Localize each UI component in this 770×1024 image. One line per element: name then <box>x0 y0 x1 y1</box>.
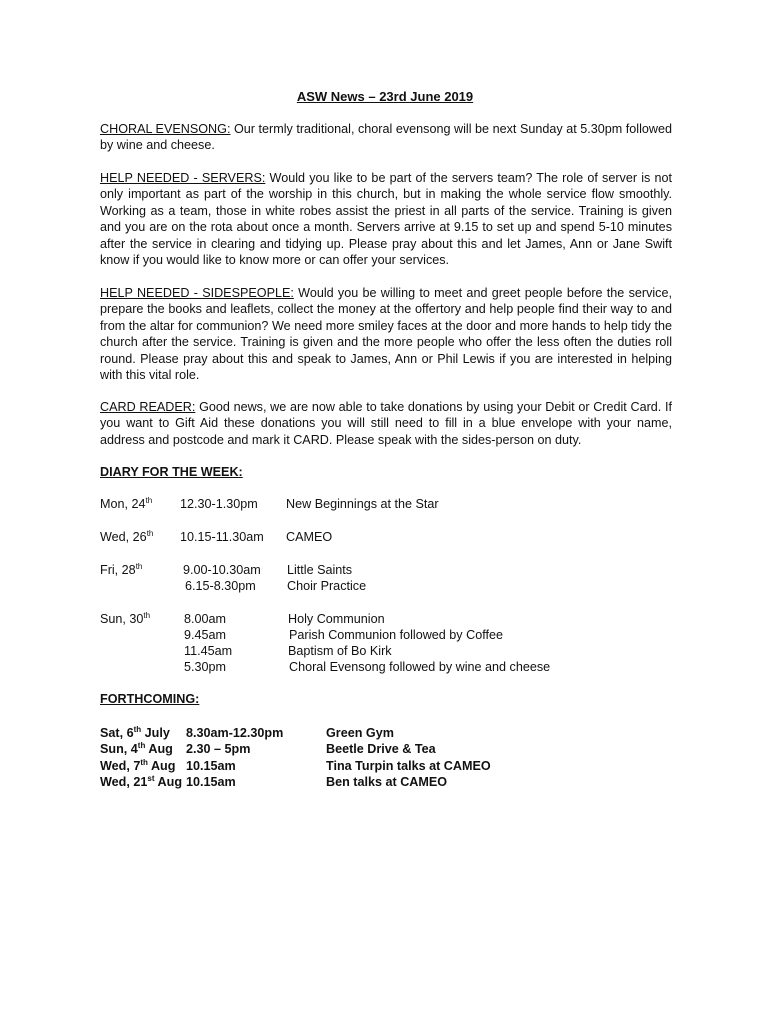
diary-event: Holy Communion <box>288 612 385 626</box>
diary-time: 6.15-8.30pm <box>185 579 256 593</box>
forthcoming-event: Green Gym <box>326 726 394 740</box>
diary-event: CAMEO <box>286 530 333 544</box>
section-heading: HELP NEEDED - SIDESPEOPLE: <box>100 286 294 300</box>
diary-time: 9.00-10.30am <box>183 563 261 577</box>
diary-time: 11.45am <box>184 644 233 658</box>
diary-time: 5.30pm <box>184 660 227 674</box>
forthcoming-date: Sat, 6th July <box>100 724 170 740</box>
section-heading: HELP NEEDED - SERVERS: <box>100 171 266 185</box>
diary-event: Little Saints <box>287 563 353 577</box>
forthcoming-date: Wed, 21st Aug <box>100 773 183 789</box>
diary-time: 9.45am <box>184 628 227 642</box>
diary-event: Parish Communion followed by Coffee <box>289 628 503 642</box>
forthcoming-time: 10.15am <box>186 759 236 773</box>
page-title: ASW News – 23rd June 2019 <box>296 89 474 104</box>
diary-time: 12.30-1.30pm <box>180 497 258 511</box>
section-body: Good news, we are now able to take donations by using your Debit or Credit Card. If you want to Gift Aid these donations you will still need to fill in a blue envelope with your name, address and postcode and mark it CARD. Please speak with the sides-person on duty. <box>100 400 673 447</box>
forthcoming-event: Ben talks at CAMEO <box>326 775 448 789</box>
section-choral-evensong <box>100 121 672 154</box>
section-body: Would you be willing to meet and greet people before the service, prepare the books and leaflets, collect the money at the offertory and help people find their way to and from the altar for communion? We need more smiley faces at the door and more hands to help tidy the church after the service. Training is given and the more people who offer the less often the duties roll round. Please pray about this and speak to James, Ann or Phil Lewis if you are interested in helping with this vital role. <box>100 286 672 383</box>
diary-event: New Beginnings at the Star <box>286 497 439 511</box>
section-sidespeople <box>100 285 672 383</box>
section-heading: CARD READER: <box>100 400 196 414</box>
section-body: Would you like to be part of the servers team? The role of server is not only important as part of the worship in this church, but in making the whole service flow smoothly. Working as a team, those in white robes assist the priest in all parts of the service. Training is given and you are on the rota about once a month. Servers arrive at 9.15 to set up and spend 5-10 minutes after the service in clearing and tidying up. Please pray about this and let James, Ann or Jane Swift know if you would like to know more or can offer your services. <box>100 171 672 268</box>
forthcoming-date: Wed, 7th Aug <box>100 757 176 773</box>
section-body: Our termly traditional, choral evensong will be next Sunday at 5.30pm followed by wine and cheese. <box>100 122 673 153</box>
diary-event: Choral Evensong followed by wine and cheese <box>289 660 551 674</box>
section-card-reader <box>100 399 672 448</box>
forthcoming-event: Tina Turpin talks at CAMEO <box>326 759 491 773</box>
section-heading: CHORAL EVENSONG: <box>100 122 231 136</box>
forthcoming-date: Sun, 4th Aug <box>100 740 173 756</box>
diary-day: Fri, 28th <box>100 561 143 577</box>
forthcoming-event: Beetle Drive & Tea <box>326 742 436 756</box>
diary-time: 10.15-11.30am <box>180 530 264 544</box>
forthcoming-heading: FORTHCOMING: <box>100 692 200 706</box>
diary-event: Choir Practice <box>287 579 367 593</box>
diary-day: Wed, 26th <box>100 528 154 544</box>
diary-day: Mon, 24th <box>100 495 153 511</box>
diary-heading: DIARY FOR THE WEEK: <box>100 465 243 479</box>
diary-event: Baptism of Bo Kirk <box>288 644 392 658</box>
diary-day: Sun, 30th <box>100 610 151 626</box>
forthcoming-time: 8.30am-12.30pm <box>186 726 284 740</box>
forthcoming-time: 10.15am <box>186 775 236 789</box>
section-servers <box>100 170 672 268</box>
forthcoming-time: 2.30 – 5pm <box>186 742 251 756</box>
diary-time: 8.00am <box>184 612 227 626</box>
